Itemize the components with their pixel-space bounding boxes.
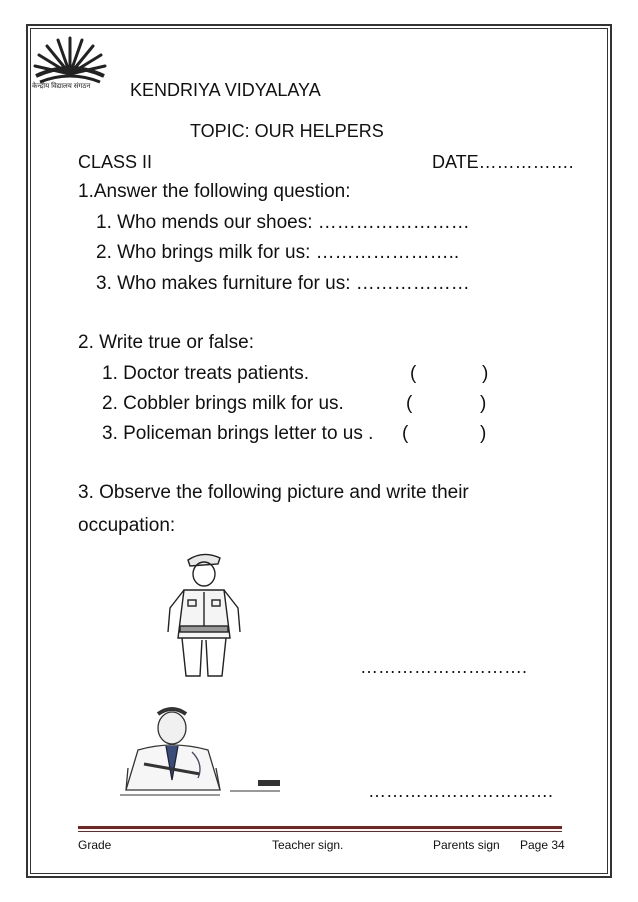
open-paren-2: ( xyxy=(406,393,413,414)
open-paren-3: ( xyxy=(402,423,409,444)
close-paren-1: ) xyxy=(482,363,489,384)
question-1-3: 3. Who makes furniture for us: ……………… xyxy=(96,273,470,294)
school-name: KENDRIYA VIDYALAYA xyxy=(130,80,321,100)
open-paren-1: ( xyxy=(410,363,417,384)
section3-heading-line1: 3. Observe the following picture and write their xyxy=(78,482,469,503)
answer-line-2: …………………………. xyxy=(368,781,554,801)
doctor-picture xyxy=(80,706,290,802)
section3-heading-line2: occupation: xyxy=(78,515,176,536)
statement-2-1: 1. Doctor treats patients. xyxy=(102,363,309,384)
footer-page-number: Page 34 xyxy=(520,838,565,852)
answer-line-1: ………………………. xyxy=(360,657,528,677)
policeman-picture xyxy=(158,548,248,686)
footer-rule-thin xyxy=(78,831,562,832)
statement-2-2: 2. Cobbler brings milk for us. xyxy=(102,393,344,414)
section2-heading: 2. Write true or false: xyxy=(78,332,254,353)
date-field: DATE……………. xyxy=(432,152,574,172)
statement-2-3: 3. Policeman brings letter to us . xyxy=(102,423,374,444)
class-label: CLASS II xyxy=(78,152,153,172)
footer-parents-sign: Parents sign xyxy=(433,838,500,852)
close-paren-3: ) xyxy=(480,423,487,444)
footer-rule-thick xyxy=(78,826,562,829)
section1-heading: 1.Answer the following question: xyxy=(78,181,351,202)
logo-caption: केन्द्रीय विद्यालय संगठन xyxy=(32,83,91,90)
question-1-1: 1. Who mends our shoes: …………………… xyxy=(96,212,470,233)
footer-teacher-sign: Teacher sign. xyxy=(272,838,344,852)
question-1-2: 2. Who brings milk for us: ………………….. xyxy=(96,242,460,263)
topic-title: TOPIC: OUR HELPERS xyxy=(190,121,384,141)
footer-grade: Grade xyxy=(78,838,112,852)
close-paren-2: ) xyxy=(480,393,487,414)
